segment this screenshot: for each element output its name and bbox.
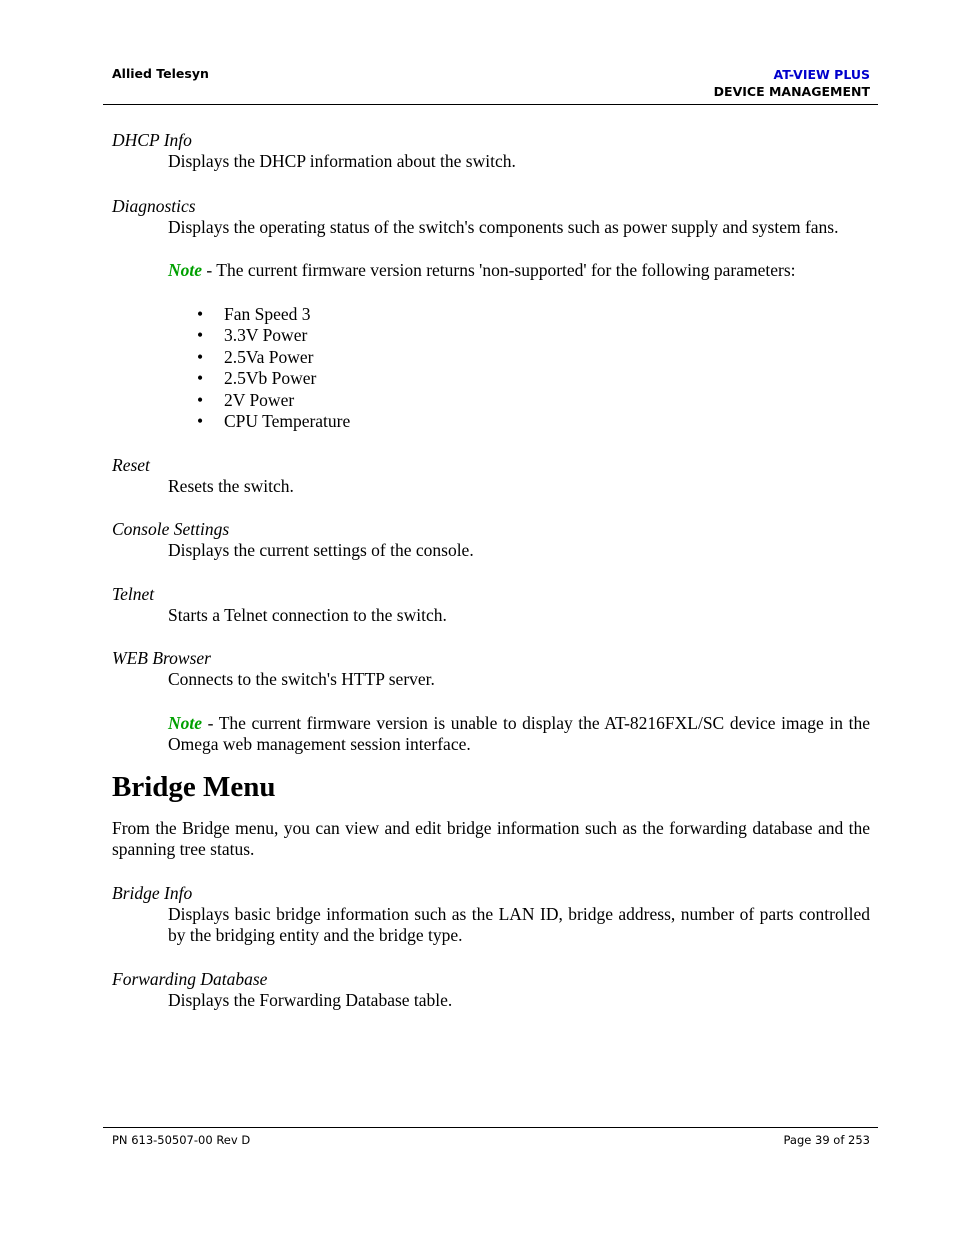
desc-console-settings: Displays the current settings of the console.	[168, 540, 474, 560]
list-item: • 2.5Va Power	[224, 347, 870, 369]
header-title-block	[714, 66, 870, 100]
term-dhcp-info: DHCP Info	[112, 130, 192, 150]
header-company: Allied Telesyn	[112, 66, 209, 81]
section-heading-bridge-menu: Bridge Menu	[112, 770, 276, 803]
header-section: DEVICE MANAGEMENT	[713, 84, 870, 99]
note-firmware-display	[168, 713, 870, 756]
note-label: Note	[168, 712, 203, 733]
term-bridge-info: Bridge Info	[112, 882, 193, 903]
note-label: Note	[168, 260, 203, 280]
header-product: AT-VIEW PLUS	[773, 67, 870, 82]
footer-part-number: PN 613-50507-00 Rev D	[112, 1133, 251, 1147]
unsupported-parameter-list	[168, 304, 870, 433]
list-item: • CPU Temperature	[224, 411, 870, 433]
note-text: - The current firmware version is unable to display the AT-8216FXL/SC device image in the Omega web management session interface.	[168, 712, 870, 754]
term-telnet: Telnet	[112, 583, 155, 604]
term-reset: Reset	[112, 454, 150, 475]
term-diagnostics: Diagnostics	[112, 195, 196, 216]
desc-bridge-info: Displays basic bridge information such as the LAN ID, bridge address, number of parts controlled by the bridging entity and the bridge type.	[168, 903, 870, 945]
desc-telnet: Starts a Telnet connection to the switch.	[168, 604, 447, 625]
page-content	[112, 130, 870, 1011]
footer-page-number: Page 39 of 253	[783, 1133, 870, 1147]
bridge-intro: From the Bridge menu, you can view and edit bridge information such as the forwarding database and the spanning tree status.	[112, 817, 870, 859]
term-console-settings: Console Settings	[112, 519, 230, 539]
term-web-browser: WEB Browser	[112, 648, 211, 668]
footer-rule	[103, 1127, 878, 1128]
desc-diagnostics: Displays the operating status of the switch's components such as power supply and system fans.	[168, 216, 839, 237]
term-forwarding-database: Forwarding Database	[112, 968, 268, 989]
header-rule	[103, 104, 878, 105]
list-item: • Fan Speed 3	[224, 304, 870, 326]
desc-forwarding-database: Displays the Forwarding Database table.	[168, 989, 453, 1010]
desc-web-browser: Connects to the switch's HTTP server.	[168, 669, 435, 689]
desc-reset: Resets the switch.	[168, 475, 294, 496]
list-item: • 2.5Vb Power	[224, 368, 870, 390]
list-item: • 3.3V Power	[224, 325, 870, 347]
list-item: • 2V Power	[224, 390, 870, 412]
note-firmware-unsupported	[168, 260, 870, 282]
desc-dhcp-info: Displays the DHCP information about the switch.	[168, 151, 516, 171]
note-text: - The current firmware version returns 'non-supported' for the following parameters:	[202, 260, 796, 280]
